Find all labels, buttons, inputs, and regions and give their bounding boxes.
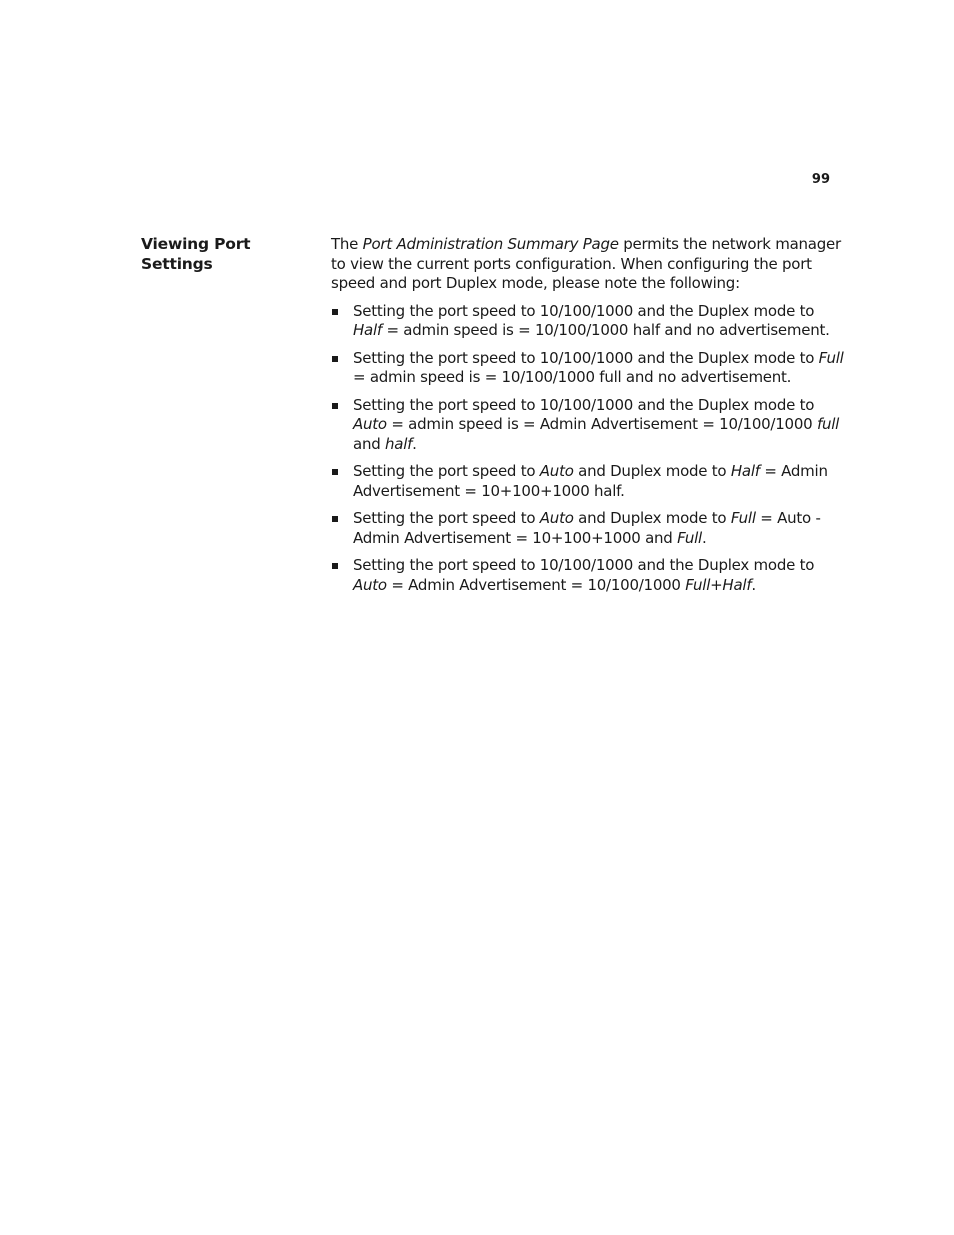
bullet-item [331, 509, 847, 548]
bullet-item [331, 302, 847, 341]
settings-bullet-list [331, 302, 847, 596]
bullet-emphasis: full [816, 415, 840, 433]
intro-prefix: The [331, 235, 363, 253]
intro-paragraph [331, 235, 847, 294]
intro-suffix: permits the network manager to view the current ports configuration. When configuring the port speed and port Duplex mode, please note the following: [331, 235, 841, 292]
bullet-emphasis: Full [818, 348, 844, 367]
section-heading: Viewing Port Settings [141, 235, 251, 273]
square-bullet-icon [332, 403, 338, 409]
bullet-emphasis: Auto [539, 462, 574, 480]
bullet-item [331, 349, 847, 388]
bullet-text: = admin speed is = Admin Advertisement = 10/100/1000 [386, 415, 817, 433]
bullet-text: = Auto - Admin Advertisement = 10+100+1000 and [353, 509, 821, 547]
bullet-text: and Duplex mode to [573, 509, 731, 527]
bullet-emphasis: Auto [353, 575, 387, 594]
bullet-text: = admin speed is = 10/100/1000 full and no advertisement. [353, 368, 792, 386]
bullet-text: Setting the port speed to 10/100/1000 and the Duplex mode to [353, 395, 815, 414]
bullet-text: = admin speed is = 10/100/1000 half and no advertisement. [381, 321, 830, 339]
bullet-text: = Admin Advertisement = 10/100/1000 [386, 575, 686, 594]
bullet-text: Setting the port speed to [353, 462, 540, 480]
square-bullet-icon [332, 469, 338, 475]
section-body [331, 235, 847, 603]
bullet-emphasis: Half [730, 462, 760, 480]
bullet-emphasis: Full+Half [685, 575, 752, 594]
bullet-item [331, 396, 847, 455]
square-bullet-icon [332, 309, 338, 315]
bullet-text: Setting the port speed to 10/100/1000 and the Duplex mode to [353, 301, 815, 320]
bullet-text: Setting the port speed to [353, 509, 540, 527]
bullet-item [331, 462, 847, 501]
bullet-emphasis: Full [677, 528, 702, 547]
bullet-text: = Admin Advertisement = 10+100+1000 half. [353, 462, 828, 500]
bullet-text: Setting the port speed to 10/100/1000 and the Duplex mode to [353, 556, 815, 574]
bullet-emphasis: Auto [353, 415, 387, 433]
bullet-item [331, 556, 847, 595]
bullet-emphasis: Full [730, 509, 756, 527]
bullet-text: and [353, 434, 385, 453]
square-bullet-icon [332, 356, 338, 362]
bullet-text: and Duplex mode to [573, 462, 731, 480]
bullet-emphasis: half [385, 434, 413, 453]
bullet-text: . [412, 434, 417, 453]
bullet-emphasis: Half [353, 321, 382, 339]
bullet-text: . [701, 528, 707, 547]
square-bullet-icon [332, 563, 338, 569]
bullet-emphasis: Auto [539, 509, 574, 527]
bullet-text: Setting the port speed to 10/100/1000 and the Duplex mode to [353, 348, 819, 367]
page-number: 99 [811, 172, 830, 187]
square-bullet-icon [332, 516, 338, 522]
intro-page-name: Port Administration Summary Page [362, 235, 619, 253]
bullet-text: . [751, 575, 756, 594]
